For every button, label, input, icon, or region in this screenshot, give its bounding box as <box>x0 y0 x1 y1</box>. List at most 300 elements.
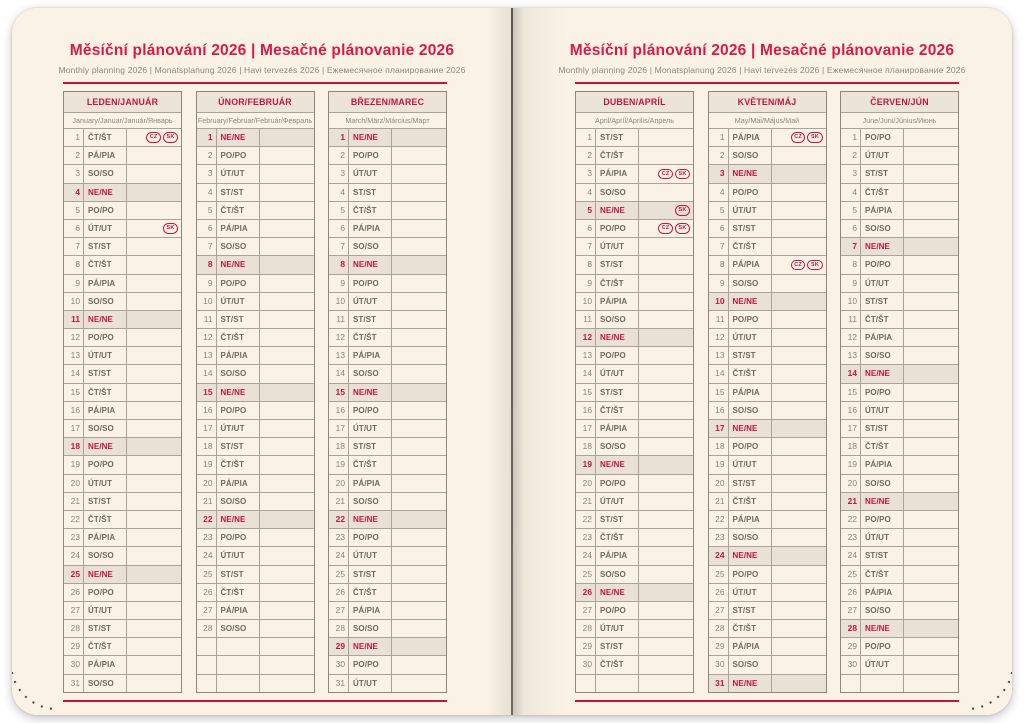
day-row <box>64 275 181 293</box>
weekday-cell: ÚT/UT <box>861 147 904 164</box>
day-number-cell: 8 <box>64 256 84 273</box>
day-row <box>197 566 314 584</box>
day-row <box>197 384 314 402</box>
weekday-cell: SO/SO <box>729 656 772 673</box>
day-number-cell: 15 <box>64 384 84 401</box>
day-number-cell: 21 <box>576 493 596 510</box>
day-number-cell: 8 <box>197 256 217 273</box>
weekday-cell: SO/SO <box>217 238 260 255</box>
weekday-cell: ČT/ŠT <box>861 184 904 201</box>
day-number-cell: 22 <box>197 511 217 528</box>
day-row <box>197 529 314 547</box>
weekday-cell: SO/SO <box>861 475 904 492</box>
months-grid <box>575 91 959 693</box>
weekday-cell: PO/PO <box>217 402 260 419</box>
day-row <box>197 220 314 238</box>
weekday-cell: PO/PO <box>84 329 127 346</box>
day-row <box>841 384 958 402</box>
notes-cell <box>904 420 958 437</box>
weekday-cell: NE/NE <box>84 184 127 201</box>
day-number-cell: 22 <box>329 511 349 528</box>
day-number-cell: 16 <box>64 402 84 419</box>
notes-cell <box>904 256 958 273</box>
day-row <box>64 475 181 493</box>
weekday-cell <box>596 675 639 692</box>
month-header: KVĚTEN/MÁJ <box>709 92 826 113</box>
weekday-cell: PO/PO <box>217 275 260 292</box>
weekday-cell: ST/ST <box>596 638 639 655</box>
day-number-cell: 5 <box>329 202 349 219</box>
weekday-cell: PÁ/PIA <box>596 420 639 437</box>
book-spine <box>511 8 513 715</box>
day-row <box>329 656 446 674</box>
weekday-cell: SO/SO <box>84 420 127 437</box>
notes-cell <box>260 329 314 346</box>
notes-cell <box>904 675 958 692</box>
day-row <box>329 602 446 620</box>
notes-cell <box>772 475 826 492</box>
notes-cell <box>260 547 314 564</box>
weekday-cell: SO/SO <box>84 547 127 564</box>
day-number-cell: 15 <box>576 384 596 401</box>
notes-cell <box>639 347 693 364</box>
day-row <box>576 529 693 547</box>
notes-cell <box>127 493 181 510</box>
day-number-cell <box>197 638 217 655</box>
day-row <box>197 165 314 183</box>
notes-cell <box>639 456 693 473</box>
weekday-cell: SO/SO <box>217 493 260 510</box>
day-number-cell: 16 <box>329 402 349 419</box>
day-row <box>197 402 314 420</box>
day-row <box>841 475 958 493</box>
day-number-cell: 8 <box>329 256 349 273</box>
weekday-cell: ÚT/UT <box>596 365 639 382</box>
day-number-cell: 13 <box>841 347 861 364</box>
day-number-cell: 7 <box>841 238 861 255</box>
weekday-cell: ÚT/UT <box>349 420 392 437</box>
day-number-cell: 1 <box>841 129 861 146</box>
month-header: ČERVEN/JÚN <box>841 92 958 113</box>
weekday-cell: NE/NE <box>861 238 904 255</box>
notes-cell <box>772 311 826 328</box>
day-number-cell: 13 <box>576 347 596 364</box>
weekday-cell: SO/SO <box>349 238 392 255</box>
day-number-cell: 11 <box>841 311 861 328</box>
day-number-cell: 29 <box>576 638 596 655</box>
notes-cell <box>127 165 181 182</box>
day-row <box>709 365 826 383</box>
notes-cell <box>772 384 826 401</box>
day-row <box>64 602 181 620</box>
day-row <box>197 329 314 347</box>
day-number-cell: 13 <box>197 347 217 364</box>
day-number-cell: 22 <box>64 511 84 528</box>
day-row <box>197 347 314 365</box>
weekday-cell: ČT/ŠT <box>596 275 639 292</box>
day-row <box>329 566 446 584</box>
weekday-cell: PO/PO <box>729 311 772 328</box>
weekday-cell: NE/NE <box>217 256 260 273</box>
notes-cell <box>772 493 826 510</box>
day-row <box>197 202 314 220</box>
day-row <box>709 438 826 456</box>
day-number-cell: 22 <box>576 511 596 528</box>
notes-cell <box>392 311 446 328</box>
day-row <box>709 402 826 420</box>
day-row <box>197 275 314 293</box>
notes-cell <box>772 602 826 619</box>
day-number-cell: 20 <box>841 475 861 492</box>
day-row <box>197 602 314 620</box>
day-row <box>709 329 826 347</box>
day-number-cell: 4 <box>64 184 84 201</box>
day-row <box>576 438 693 456</box>
day-number-cell: 9 <box>841 275 861 292</box>
month-header: ÚNOR/FEBRUÁR <box>197 92 314 113</box>
bottom-rule <box>63 700 447 702</box>
day-row <box>576 365 693 383</box>
weekday-cell: PO/PO <box>349 402 392 419</box>
day-number-cell: 26 <box>197 584 217 601</box>
notes-cell <box>260 493 314 510</box>
day-row <box>329 638 446 656</box>
day-number-cell: 12 <box>576 329 596 346</box>
day-number-cell: 24 <box>576 547 596 564</box>
notes-cell <box>904 602 958 619</box>
weekday-cell: NE/NE <box>729 675 772 692</box>
day-row <box>197 420 314 438</box>
day-row <box>576 602 693 620</box>
day-row <box>576 584 693 602</box>
day-row <box>709 675 826 692</box>
weekday-cell: PÁ/PIA <box>84 275 127 292</box>
day-number-cell: 21 <box>329 493 349 510</box>
notes-cell <box>392 420 446 437</box>
day-row <box>64 547 181 565</box>
notes-cell <box>772 402 826 419</box>
notes-cell <box>639 275 693 292</box>
weekday-cell: SO/SO <box>217 620 260 637</box>
weekday-cell: PO/PO <box>84 456 127 473</box>
weekday-cell: ST/ST <box>217 184 260 201</box>
day-number-cell: 25 <box>197 566 217 583</box>
weekday-cell <box>861 675 904 692</box>
day-row <box>841 675 958 692</box>
day-row <box>709 475 826 493</box>
holiday-badge-sk: SK <box>163 132 178 143</box>
day-number-cell: 24 <box>64 547 84 564</box>
weekday-cell: PÁ/PIA <box>84 147 127 164</box>
weekday-cell: ST/ST <box>596 511 639 528</box>
weekday-cell: ČT/ŠT <box>217 584 260 601</box>
day-number-cell: 12 <box>64 329 84 346</box>
notes-cell <box>772 256 826 273</box>
day-number-cell: 2 <box>329 147 349 164</box>
day-number-cell: 26 <box>64 584 84 601</box>
holiday-badge-cz: CZ <box>658 169 673 180</box>
day-number-cell: 3 <box>841 165 861 182</box>
day-row <box>64 456 181 474</box>
notes-cell <box>127 202 181 219</box>
day-row <box>709 165 826 183</box>
weekday-cell: ČT/ŠT <box>217 202 260 219</box>
weekday-cell: SO/SO <box>861 220 904 237</box>
day-row <box>576 202 693 220</box>
notes-cell <box>127 184 181 201</box>
day-number-cell: 22 <box>841 511 861 528</box>
day-row <box>64 384 181 402</box>
day-row <box>576 384 693 402</box>
notes-cell <box>392 475 446 492</box>
notes-cell <box>127 420 181 437</box>
day-number-cell: 18 <box>64 438 84 455</box>
day-number-cell: 19 <box>197 456 217 473</box>
day-number-cell: 21 <box>197 493 217 510</box>
day-row <box>709 547 826 565</box>
day-row <box>709 293 826 311</box>
notes-cell <box>904 529 958 546</box>
weekday-cell: NE/NE <box>596 584 639 601</box>
notes-cell <box>392 438 446 455</box>
notes-cell <box>127 638 181 655</box>
day-number-cell: 23 <box>197 529 217 546</box>
weekday-cell: PO/PO <box>84 202 127 219</box>
weekday-cell: ÚT/UT <box>349 293 392 310</box>
weekday-cell: ČT/ŠT <box>84 256 127 273</box>
weekday-cell: PÁ/PIA <box>729 256 772 273</box>
day-row <box>64 420 181 438</box>
day-number-cell: 16 <box>197 402 217 419</box>
day-row <box>329 329 446 347</box>
weekday-cell: NE/NE <box>596 202 639 219</box>
day-number-cell: 23 <box>576 529 596 546</box>
weekday-cell: ST/ST <box>729 220 772 237</box>
day-number-cell <box>197 675 217 692</box>
day-number-cell: 3 <box>329 165 349 182</box>
weekday-cell: ÚT/UT <box>729 202 772 219</box>
weekday-cell: ČT/ŠT <box>217 329 260 346</box>
weekday-cell: NE/NE <box>861 620 904 637</box>
day-number-cell: 21 <box>709 493 729 510</box>
day-number-cell: 2 <box>709 147 729 164</box>
weekday-cell: ÚT/UT <box>84 220 127 237</box>
weekday-cell: PO/PO <box>729 184 772 201</box>
day-number-cell: 31 <box>709 675 729 692</box>
weekday-cell: ST/ST <box>596 129 639 146</box>
day-row <box>329 365 446 383</box>
day-number-cell: 25 <box>841 566 861 583</box>
day-row <box>329 675 446 692</box>
weekday-cell: NE/NE <box>84 311 127 328</box>
day-number-cell: 12 <box>197 329 217 346</box>
day-number-cell: 5 <box>64 202 84 219</box>
weekday-cell: PÁ/PIA <box>217 475 260 492</box>
day-row <box>329 511 446 529</box>
day-row <box>841 547 958 565</box>
day-number-cell: 1 <box>64 129 84 146</box>
day-row <box>576 493 693 511</box>
day-row <box>576 475 693 493</box>
weekday-cell: PÁ/PIA <box>861 329 904 346</box>
day-number-cell: 3 <box>709 165 729 182</box>
weekday-cell: ST/ST <box>217 566 260 583</box>
weekday-cell: PÁ/PIA <box>596 293 639 310</box>
holiday-badge-sk: SK <box>675 223 690 234</box>
day-number-cell: 19 <box>841 456 861 473</box>
day-row <box>329 165 446 183</box>
weekday-cell: PÁ/PIA <box>349 347 392 364</box>
weekday-cell: NE/NE <box>861 493 904 510</box>
day-number-cell: 19 <box>576 456 596 473</box>
weekday-cell: ST/ST <box>861 293 904 310</box>
notes-cell <box>639 602 693 619</box>
holiday-badge-sk: SK <box>163 223 178 234</box>
notes-cell <box>904 547 958 564</box>
day-row <box>576 184 693 202</box>
day-number-cell: 7 <box>709 238 729 255</box>
notes-cell <box>260 420 314 437</box>
notes-cell <box>127 275 181 292</box>
holiday-badge-cz: CZ <box>791 260 806 271</box>
weekday-cell: PÁ/PIA <box>349 602 392 619</box>
weekday-cell: PÁ/PIA <box>861 584 904 601</box>
notes-cell <box>639 147 693 164</box>
notes-cell <box>392 293 446 310</box>
page-title: Měsíční plánování 2026 | Mesačné plánovanie 2026 <box>69 42 455 59</box>
weekday-cell: NE/NE <box>217 511 260 528</box>
day-row <box>64 438 181 456</box>
day-number-cell: 5 <box>841 202 861 219</box>
notes-cell <box>392 620 446 637</box>
notes-cell <box>639 547 693 564</box>
weekday-cell: ST/ST <box>596 256 639 273</box>
weekday-cell: ČT/ŠT <box>84 129 127 146</box>
notes-cell <box>127 475 181 492</box>
weekday-cell: NE/NE <box>349 256 392 273</box>
weekday-cell: SO/SO <box>729 402 772 419</box>
month-table <box>63 91 182 693</box>
title-underline <box>575 82 959 84</box>
day-number-cell: 11 <box>197 311 217 328</box>
notes-cell <box>639 220 693 237</box>
day-number-cell: 5 <box>709 202 729 219</box>
day-row <box>576 275 693 293</box>
day-number-cell: 14 <box>329 365 349 382</box>
day-row <box>329 184 446 202</box>
weekday-cell: PO/PO <box>596 220 639 237</box>
notes-cell <box>772 165 826 182</box>
weekday-cell: ST/ST <box>596 384 639 401</box>
notes-cell <box>772 202 826 219</box>
weekday-cell: SO/SO <box>729 529 772 546</box>
holiday-badge-sk: SK <box>807 132 822 143</box>
day-number-cell: 6 <box>709 220 729 237</box>
day-row <box>64 402 181 420</box>
notes-cell <box>904 347 958 364</box>
day-row <box>576 638 693 656</box>
day-number-cell: 15 <box>329 384 349 401</box>
day-row <box>64 675 181 692</box>
notes-cell <box>639 438 693 455</box>
day-row <box>576 311 693 329</box>
day-row <box>841 566 958 584</box>
month-languages: March/März/Március/Март <box>329 113 446 129</box>
months-grid <box>63 91 447 693</box>
day-number-cell: 11 <box>709 311 729 328</box>
day-row <box>197 475 314 493</box>
weekday-cell: PÁ/PIA <box>84 529 127 546</box>
notes-cell <box>772 456 826 473</box>
notes-cell <box>260 438 314 455</box>
holiday-badge-sk: SK <box>675 205 690 216</box>
weekday-cell: PO/PO <box>861 638 904 655</box>
day-number-cell: 28 <box>197 620 217 637</box>
day-number-cell: 21 <box>64 493 84 510</box>
notes-cell <box>127 456 181 473</box>
notes-cell <box>260 238 314 255</box>
day-row <box>576 566 693 584</box>
notes-cell <box>904 365 958 382</box>
day-number-cell: 10 <box>576 293 596 310</box>
notes-cell <box>260 620 314 637</box>
weekday-cell: SO/SO <box>729 147 772 164</box>
notes-cell <box>260 566 314 583</box>
day-row <box>64 147 181 165</box>
weekday-cell: ÚT/UT <box>349 547 392 564</box>
day-number-cell: 24 <box>329 547 349 564</box>
weekday-cell: SO/SO <box>596 438 639 455</box>
day-row <box>197 256 314 274</box>
weekday-cell: ÚT/UT <box>217 420 260 437</box>
day-number-cell: 30 <box>329 656 349 673</box>
weekday-cell: ST/ST <box>349 566 392 583</box>
notes-cell <box>639 529 693 546</box>
weekday-cell: ST/ST <box>861 165 904 182</box>
notes-cell <box>260 475 314 492</box>
notes-cell <box>260 165 314 182</box>
notes-cell <box>392 384 446 401</box>
notes-cell <box>127 602 181 619</box>
notes-cell <box>772 147 826 164</box>
month-table <box>708 91 827 693</box>
notes-cell <box>639 384 693 401</box>
weekday-cell: NE/NE <box>349 129 392 146</box>
day-number-cell: 7 <box>64 238 84 255</box>
day-number-cell: 25 <box>709 566 729 583</box>
notes-cell <box>127 129 181 146</box>
day-number-cell: 1 <box>197 129 217 146</box>
month-languages: June/Juni/Június/Июнь <box>841 113 958 129</box>
day-number-cell: 18 <box>329 438 349 455</box>
notes-cell <box>639 475 693 492</box>
day-number-cell: 28 <box>329 620 349 637</box>
day-row <box>841 220 958 238</box>
day-number-cell: 28 <box>64 620 84 637</box>
day-row <box>329 547 446 565</box>
day-row <box>329 420 446 438</box>
weekday-cell: ČT/ŠT <box>596 656 639 673</box>
day-number-cell: 5 <box>197 202 217 219</box>
notes-cell <box>639 675 693 692</box>
day-row <box>329 584 446 602</box>
notes-cell <box>127 529 181 546</box>
weekday-cell: PO/PO <box>596 475 639 492</box>
weekday-cell: PO/PO <box>349 275 392 292</box>
notes-cell <box>904 129 958 146</box>
day-number-cell: 24 <box>709 547 729 564</box>
day-row <box>64 165 181 183</box>
